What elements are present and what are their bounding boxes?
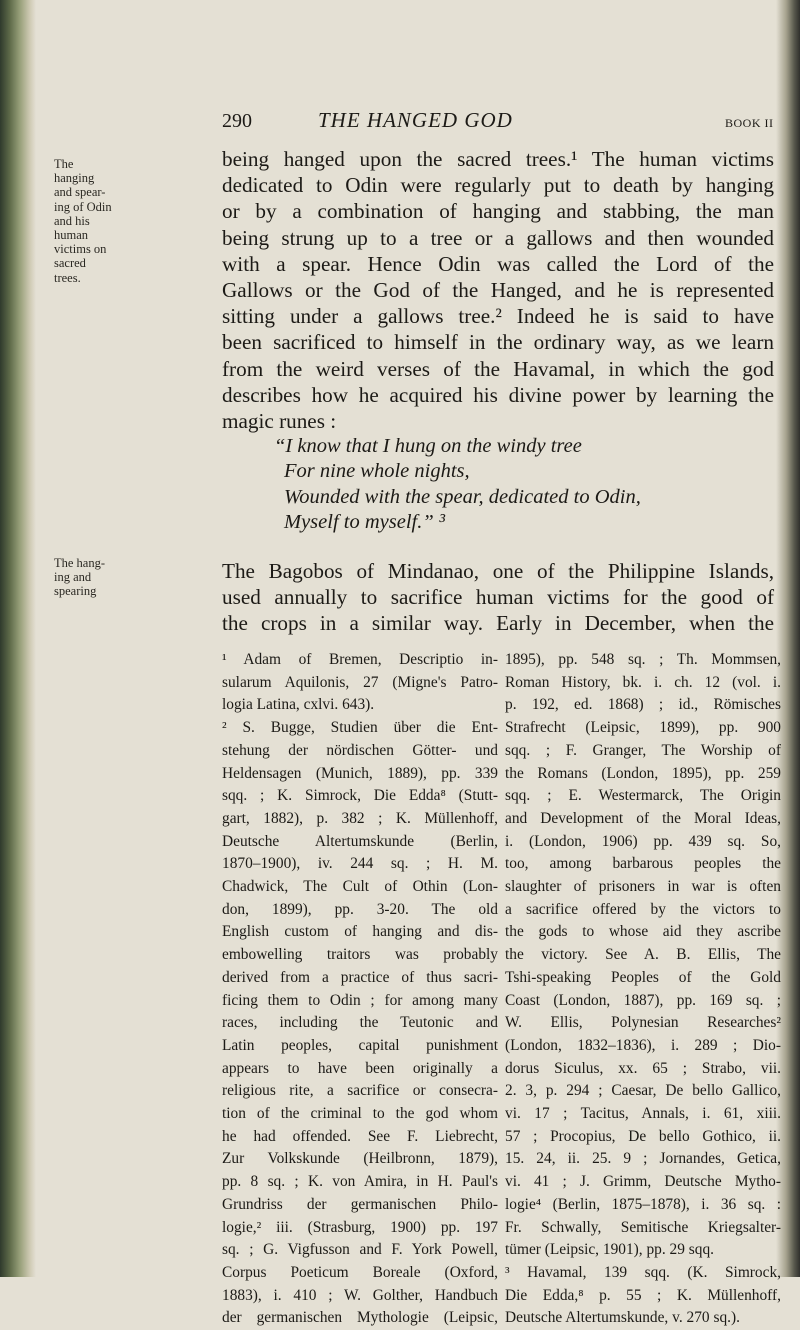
sidenote-line: sacred [54,256,86,271]
footnote-line: the victory. See A. B. Ellis, The [505,946,781,964]
footnote-line: logie⁴ (Berlin, 1875–1878), i. 36 sq. : [505,1195,781,1213]
footnote-line: embowelling traitors was probably [222,946,498,964]
text-line: dedicated to Odin were regularly put to death by hanging [222,173,774,198]
footnote-line: der germanischen Mythologie (Leipsic, [222,1309,498,1327]
page-number: 290 [222,110,252,132]
text-line: the crops in a similar way. Early in December, when the [222,611,774,636]
footnote-line: ficing them to Odin ; for among many [222,991,498,1009]
footnote-line: (London, 1832–1836), i. 289 ; Dio- [505,1036,781,1054]
sidenote-line: ing of Odin [54,199,112,214]
footnote-line: appears to have been originally a [222,1059,498,1077]
footnote-line: ³ Havamal, 139 sqq. (K. Simrock, [505,1263,781,1281]
footnote-line: the Romans (London, 1895), pp. 259 [505,764,781,782]
text-line: being hanged upon the sacred trees.¹ The human victims [222,147,774,171]
sidenote-line: The [54,157,74,171]
sidenote-line: The hang- [54,556,106,570]
sidenote-line: human [54,228,89,243]
footnote-line: Latin peoples, capital punishment [222,1036,498,1054]
footnote-line: Grundriss der germanischen Philo- [222,1195,498,1213]
footnote-line: Roman History, bk. i. ch. 12 (vol. i. [505,673,781,691]
footnote-line: the gods to whose aid they ascribe [505,923,781,941]
footnote-line: 1870–1900), iv. 244 sq. ; H. M. [222,855,498,873]
footnote-line: vi. 41 ; J. Grimm, Deutsche Mytho- [505,1173,781,1191]
running-title: THE HANGED GOD [318,108,513,132]
paragraph-bagobos [222,558,774,637]
page-header [0,106,800,136]
sidenote-line: and his [54,213,90,228]
footnote-line: Coast (London, 1887), pp. 169 sq. ; [505,991,781,1009]
sidenote-line: trees. [54,270,81,285]
text-line: from the weird verses of the Havamal, in which the god [222,356,774,381]
text-line: magic runes : [222,409,337,434]
text-line: Gallows or the God of the Hanged, and he is represented [222,278,774,303]
text-line: The Bagobos of Mindanao, one of the Philippine Islands, [222,559,774,583]
footnote-line: sq. ; G. Vigfusson and F. York Powell, [222,1241,498,1259]
sidenote-hanging-of-odin [54,157,149,285]
footnote-line: he had offended. See F. Liebrecht, [222,1127,498,1145]
sidenote-hanging-and-spearing [54,556,149,599]
footnote-line: tion of the criminal to the god whom [222,1105,498,1123]
footnote-line: logia Latina, cxlvi. 643). [222,696,375,714]
footnote-line: sqq. ; E. Westermarck, The Origin [505,787,781,805]
text-line: being strung up to a tree or a gallows and then wounded [222,225,774,250]
footnote-line: sularum Aquilonis, 27 (Migne's Patro- [222,673,498,691]
text-line: or by a combination of hanging and stabbing, the man [222,199,774,224]
footnote-line: don, 1899), pp. 3-20. The old [222,900,498,918]
footnote-line: Fr. Schwally, Semitische Kriegsalter- [505,1218,781,1236]
footnote-line: i. (London, 1906) pp. 439 sq. So, [505,832,781,850]
verse-line: “I know that I hung on the windy tree [274,435,582,457]
footnote-line: religious rite, a sacrifice or consecra- [222,1082,498,1100]
footnote-line: Deutsche Altertumskunde (Berlin, [222,832,498,850]
footnote-line: Tshi-speaking Peoples of the Gold [505,968,781,986]
footnotes-right-column [505,649,781,1330]
footnote-line: p. 192, ed. 1868) ; id., Römisches [505,696,781,714]
sidenote-line: spearing [54,584,97,599]
footnote-line: and Development of the Moral Ideas, [505,809,781,827]
footnote-line: 57 ; Procopius, De bello Gothico, ii. [505,1127,781,1145]
footnote-line: ¹ Adam of Bremen, Descriptio in- [222,651,498,668]
footnote-line: stehung der nördischen Götter- und [222,741,498,759]
footnote-line: W. Ellis, Polynesian Researches² [505,1014,781,1032]
footnote-line: Die Edda,⁸ p. 55 ; K. Müllenhoff, [505,1286,781,1304]
sidenote-line: victims on [54,242,107,257]
footnote-line: too, among barbarous peoples the [505,855,781,873]
footnote-line: sqq. ; F. Granger, The Worship of [505,741,781,759]
verse-line: For nine whole nights, [284,460,470,483]
footnote-line: Corpus Poeticum Boreale (Oxford, [222,1263,498,1281]
sidenote-line: ing and [54,570,92,585]
footnote-line: sqq. ; K. Simrock, Die Edda⁸ (Stutt- [222,787,498,805]
sidenote-line: and spear- [54,185,106,200]
text-line: used annually to sacrifice human victims for the good of [222,585,774,610]
footnote-line: Chadwick, The Cult of Othin (Lon- [222,878,498,896]
book-reference: BOOK II [725,116,774,130]
sidenote-line: hanging [54,171,95,186]
footnote-line: derived from a practice of thus sacri- [222,968,498,986]
text-line: been sacrificed to himself in the ordinary way, as we learn [222,330,774,355]
text-line: with a spear. Hence Odin was called the Lord of the [222,251,774,276]
footnote-line: gart, 1882), p. 382 ; K. Müllenhoff, [222,809,498,827]
footnote-line: Strafrecht (Leipsic, 1899), pp. 900 [505,719,781,737]
footnote-line: vi. 17 ; Tacitus, Annals, i. 61, xiii. [505,1105,781,1123]
footnote-line: English custom of hanging and dis- [222,923,498,941]
footnote-line: a sacrifice offered by the victors to [505,900,781,918]
footnote-line: Zur Volkskunde (Heilbronn, 1879), [222,1150,498,1168]
footnotes-left-column [222,649,498,1330]
footnote-line: 1883), i. 410 ; W. Golther, Handbuch [222,1286,498,1304]
footnote-line: races, including the Teutonic and [222,1014,498,1032]
verse-line: Myself to myself.” ³ [284,510,446,533]
footnote-line: Heldensagen (Munich, 1889), pp. 339 [222,764,498,782]
footnote-line: 1895), pp. 548 sq. ; Th. Mommsen, [505,651,781,668]
paragraph-odin [222,146,774,434]
footnote-line: pp. 8 sq. ; K. von Amira, in H. Paul's [222,1173,498,1191]
havamal-verse [274,434,641,535]
text-line: describes how he acquired his divine power by learning the [222,382,774,407]
footnote-line: slaughter of prisoners in war is often [505,878,781,896]
footnote-line: ² S. Bugge, Studien über die Ent- [222,719,498,737]
text-line: sitting under a gallows tree.² Indeed he is said to have [222,304,774,329]
verse-line: Wounded with the spear, dedicated to Odin, [284,485,641,508]
footnote-line: 15. 24, ii. 25. 9 ; Jornandes, Getica, [505,1150,781,1168]
footnote-line: Deutsche Altertumskunde, v. 270 sq.). [505,1309,740,1327]
footnote-line: tümer (Leipsic, 1901), pp. 29 sqq. [505,1241,715,1259]
footnote-line: dorus Siculus, xx. 65 ; Strabo, vii. [505,1059,781,1077]
footnote-line: 2. 3, p. 294 ; Caesar, De bello Gallico, [505,1082,781,1100]
footnote-line: logie,² iii. (Strasburg, 1900) pp. 197 [222,1218,498,1236]
